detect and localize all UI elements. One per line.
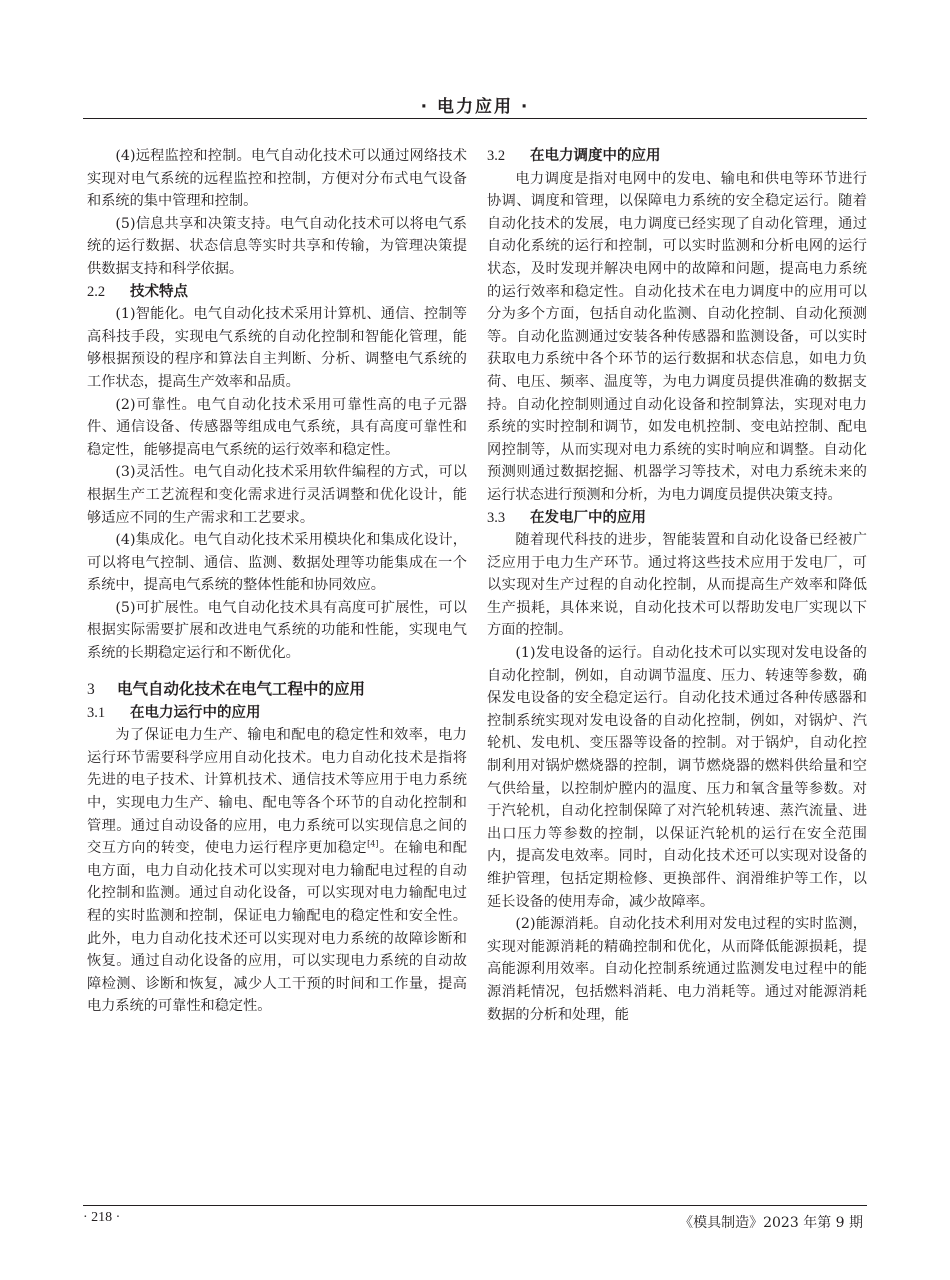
page-number: · 218 ·: [83, 1210, 121, 1225]
paragraph: (3)灵活性。电气自动化技术采用软件编程的方式，可以根据生产工艺流程和变化需求进行灵活调整和优化设计，能够适应不同的生产需求和工艺要求。: [87, 464, 467, 526]
paragraph: (4)集成化。电气自动化技术采用模块化和集成化设计，可以将电气控制、通信、监测、数据处理等功能集成在一个系统中，提高电气系统的整体性能和协同效应。: [87, 532, 467, 594]
paragraph: (5)信息共享和决策支持。电气自动化技术可以将电气系统的运行数据、状态信息等实时共享和传输，为管理决策提供数据支持和科学依据。: [87, 215, 467, 277]
section-title: · 电力应用 ·: [420, 97, 530, 117]
section-heading-3: 3 电气自动化技术在电气工程中的应用: [87, 679, 366, 698]
page-footer: [83, 1205, 867, 1231]
running-header: [83, 86, 867, 119]
section-heading-2-2: 2.2 技术特点: [87, 283, 188, 300]
journal-issue: 《模具制造》2023 年第 9 期: [679, 1215, 863, 1231]
paragraph: (5)可扩展性。电气自动化技术具有高度可扩展性，可以根据实际需要扩展和改进电气系统的功能和性能，实现电气系统的长期稳定运行和不断优化。: [87, 599, 467, 662]
section-heading-3-2: 3.2 在电力调度中的应用: [487, 148, 661, 164]
paragraph: (4)远程监控和控制。电气自动化技术可以通过网络技术实现对电气系统的远程监控和控制，方便对分布式电气设备和系统的集中管理和控制。: [87, 148, 467, 210]
paragraph: 为了保证电力生产、输电和配电的稳定性和效率，电力运行环节需要科学应用自动化技术。电力自动化技术是指将先进的电子技术、计算机技术、通信技术等应用于电力系统中，实现电力生产、输电、配电等各个环节的自动化控制和管理。通过自动设备的应用，电力系统可以实现信息之间的交互方向的转变，使电力运行程序更加稳定[4]。在输电和配电方面，电力自动化技术可以实现对电力输配电过程的自动化控制和监测。通过自动化设备，可以实现对电力输配电过程的实时监测和控制，保证电力输配电的稳定性和安全性。此外，电力自动化技术还可以实现对电力系统的故障诊断和恢复。通过自动化设备的应用，可以实现电力系统的自动故障检测、诊断和恢复，减少人工干预的时间和工作量，提高电力系统的可靠性和稳定性。: [87, 727, 467, 1015]
paragraph: (2)可靠性。电气自动化技术采用可靠性高的电子元器件、通信设备、传感器等组成电气系统，具有高度可靠性和稳定性，能够提高电气系统的运行效率和稳定性。: [87, 396, 467, 458]
paragraph: (1)发电设备的运行。自动化技术可以实现对发电设备的自动化控制，例如，自动调节温度、压力、转速等参数，确保发电设备的安全稳定运行。自动化技术通过各种传感器和控制系统实现对发电设备的自动化控制，例如，对锅炉、汽轮机、发电机、变压器等设备的控制。对于锅炉，自动化控制利用对锅炉燃烧器的控制，调节燃烧器的燃料供给量和空气供给量，以控制炉膛内的温度、压力和氧含量等参数。对于汽轮机，自动化控制保障了对汽轮机转速、蒸汽流量、进出口压力等参数的控制，以保证汽轮机的运行在安全范围内，提高发电效率。同时，自动化技术还可以实现对设备的维护管理，包括定期检修、更换部件、润滑维护等工作，以延长设备的使用寿命，减少故障率。: [487, 645, 867, 910]
paragraph: (2)能源消耗。自动化技术利用对发电过程的实时监测，实现对能源消耗的精确控制和优化，从而降低能源损耗，提高能源利用效率。自动化控制系统通过监测发电过程中的能源消耗情况，包括燃料消耗、电力消耗等。通过对能源消耗数据的分析和处理，能: [487, 916, 867, 1023]
right-column: [487, 145, 867, 1026]
citation-ref[interactable]: [4]: [367, 839, 379, 849]
section-heading-3-1: 3.1 在电力运行中的应用: [87, 704, 261, 721]
left-column: [87, 145, 467, 1018]
paragraph: (1)智能化。电气自动化技术采用计算机、通信、控制等高科技手段，实现电气系统的自动化控制和智能化管理，能够根据预设的程序和算法自主判断、分析、调整电气系统的工作状态，提高生产效率和品质。: [87, 306, 467, 390]
paragraph: 电力调度是指对电网中的发电、输电和供电等环节进行协调、调度和管理，以保障电力系统的安全稳定运行。随着自动化技术的发展，电力调度已经实现了自动化管理，通过自动化系统的运行和控制，可以实时监测和分析电网的运行状态，及时发现并解决电网中的故障和问题，提高电力系统的运行效率和稳定性。自动化技术在电力调度中的应用可以分为多个方面，包括自动化监测、自动化控制、自动化预测等。自动化监测通过安装各种传感器和监测设备，可以实时获取电力系统中各个环节的运行数据和状态信息，如电力负荷、电压、频率、温度等，为电力调度员提供准确的数据支持。自动化控制则通过自动化设备和控制算法，实现对电力系统的实时控制和调节，如发电机控制、变电站控制、配电网控制等，从而实现对电力系统的实时响应和调整。自动化预测则通过数据挖掘、机器学习等技术，对电力系统未来的运行状态进行预测和分析，为电力调度员提供决策支持。: [487, 170, 867, 503]
section-heading-3-3: 3.3 在发电厂中的应用: [487, 509, 646, 526]
paragraph: 随着现代科技的进步，智能装置和自动化设备已经被广泛应用于电力生产环节。通过将这些技术应用于发电厂，可以实现对生产过程的自动化控制，从而提高生产效率和降低生产损耗，具体来说，自动化技术可以帮助发电厂实现以下方面的控制。: [487, 532, 867, 639]
